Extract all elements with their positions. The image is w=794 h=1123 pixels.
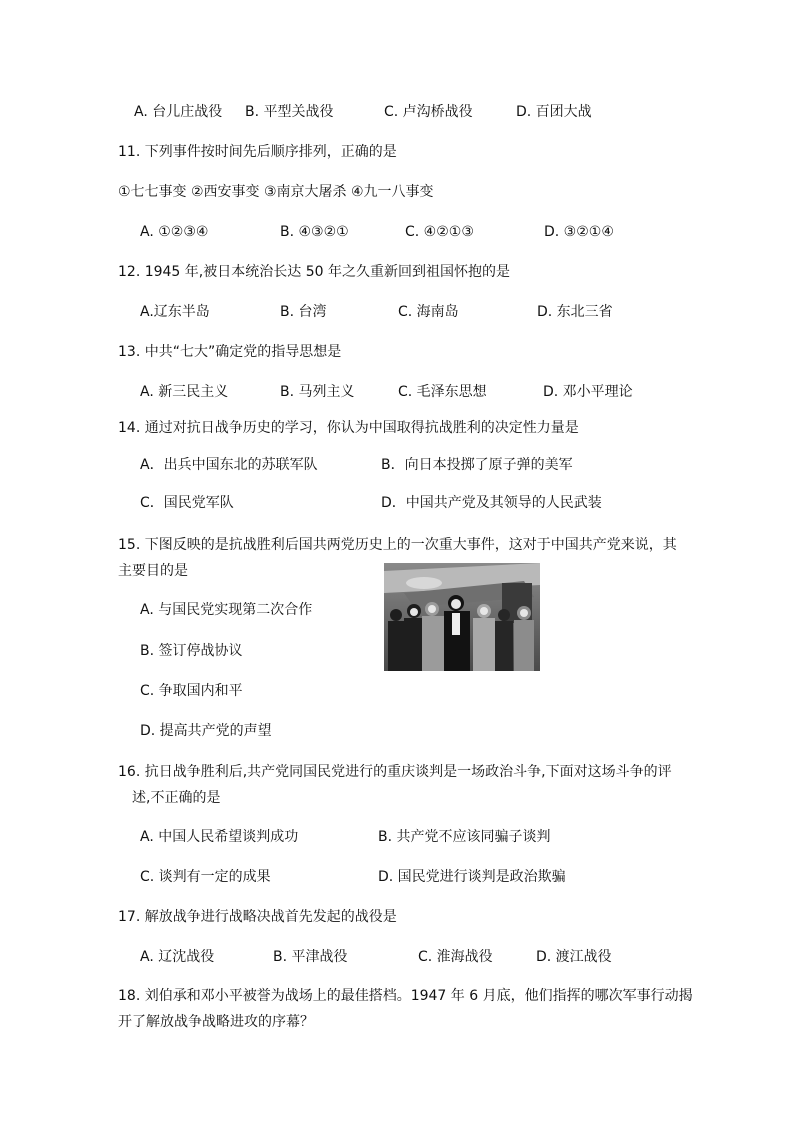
q14-option-a: A．出兵中国东北的苏联军队 [140, 457, 318, 473]
q10-option-c: C. 卢沟桥战役 [384, 104, 473, 120]
q12-option-c: C. 海南岛 [398, 304, 459, 320]
q14-option-d: D．中国共产党及其领导的人民武装 [381, 495, 602, 511]
q11-option-a: A. ①②③④ [140, 224, 209, 240]
q10-option-b: B. 平型关战役 [245, 104, 334, 120]
q15-option-b: B. 签订停战协议 [140, 643, 243, 659]
q11-events: ①七七事变 ②西安事变 ③南京大屠杀 ④九一八事变 [118, 184, 434, 200]
q17-option-c: C. 淮海战役 [418, 949, 493, 965]
q11-option-b: B. ④③②① [280, 224, 349, 240]
q11-option-c: C. ④②①③ [405, 224, 474, 240]
q10-option-d: D. 百团大战 [516, 104, 592, 120]
q17-option-d: D. 渡江战役 [536, 949, 612, 965]
q15-option-c: C. 争取国内和平 [140, 683, 243, 699]
q16-option-a: A. 中国人民希望谈判成功 [140, 829, 299, 845]
q17-option-a: A. 辽沈战役 [140, 949, 215, 965]
q16-stem-line1: 16. 抗日战争胜利后,共产党同国民党进行的重庆谈判是一场政治斗争,下面对这场斗争的评 [118, 764, 672, 780]
q11-stem: 11. 下列事件按时间先后顺序排列，正确的是 [118, 144, 397, 160]
q16-option-b: B. 共产党不应该同骗子谈判 [378, 829, 551, 845]
q12-option-a: A.辽东半岛 [140, 304, 210, 320]
q14-option-b: B．向日本投掷了原子弹的美军 [381, 457, 573, 473]
q11-option-d: D. ③②①④ [544, 224, 614, 240]
q15-stem-line1: 15. 下图反映的是抗战胜利后国共两党历史上的一次重大事件，这对于中国共产党来说，其 [118, 537, 677, 553]
q15-option-a: A. 与国民党实现第二次合作 [140, 602, 313, 618]
q15-option-d: D. 提高共产党的声望 [140, 723, 272, 739]
q15-stem-line2: 主要目的是 [118, 563, 188, 579]
q16-option-d: D. 国民党进行谈判是政治欺骗 [378, 869, 566, 885]
q13-option-c: C. 毛泽东思想 [398, 384, 487, 400]
q16-option-c: C. 谈判有一定的成果 [140, 869, 271, 885]
q17-option-b: B. 平津战役 [273, 949, 348, 965]
q17-stem: 17. 解放战争进行战略决战首先发起的战役是 [118, 909, 397, 925]
q13-option-a: A. 新三民主义 [140, 384, 229, 400]
q10-option-a: A. 台儿庄战役 [134, 104, 223, 120]
q13-stem: 13. 中共“七大”确定党的指导思想是 [118, 344, 342, 360]
q12-option-d: D. 东北三省 [537, 304, 613, 320]
q14-stem: 14. 通过对抗日战争历史的学习，你认为中国取得抗战胜利的决定性力量是 [118, 420, 579, 436]
q12-stem: 12. 1945 年,被日本统治长达 50 年之久重新回到祖国怀抱的是 [118, 264, 510, 280]
q18-stem-line2: 开了解放战争战略进攻的序幕？ [118, 1014, 314, 1030]
q14-option-c: C．国民党军队 [140, 495, 234, 511]
q12-option-b: B. 台湾 [280, 304, 327, 320]
q13-option-d: D. 邓小平理论 [543, 384, 633, 400]
q16-stem-line2: 述,不正确的是 [132, 790, 221, 806]
q18-stem-line1: 18. 刘伯承和邓小平被誉为战场上的最佳搭档。1947 年 6 月底，他们指挥的哪次军事行动揭 [118, 988, 693, 1004]
q13-option-b: B. 马列主义 [280, 384, 355, 400]
historical-photo [384, 563, 540, 671]
